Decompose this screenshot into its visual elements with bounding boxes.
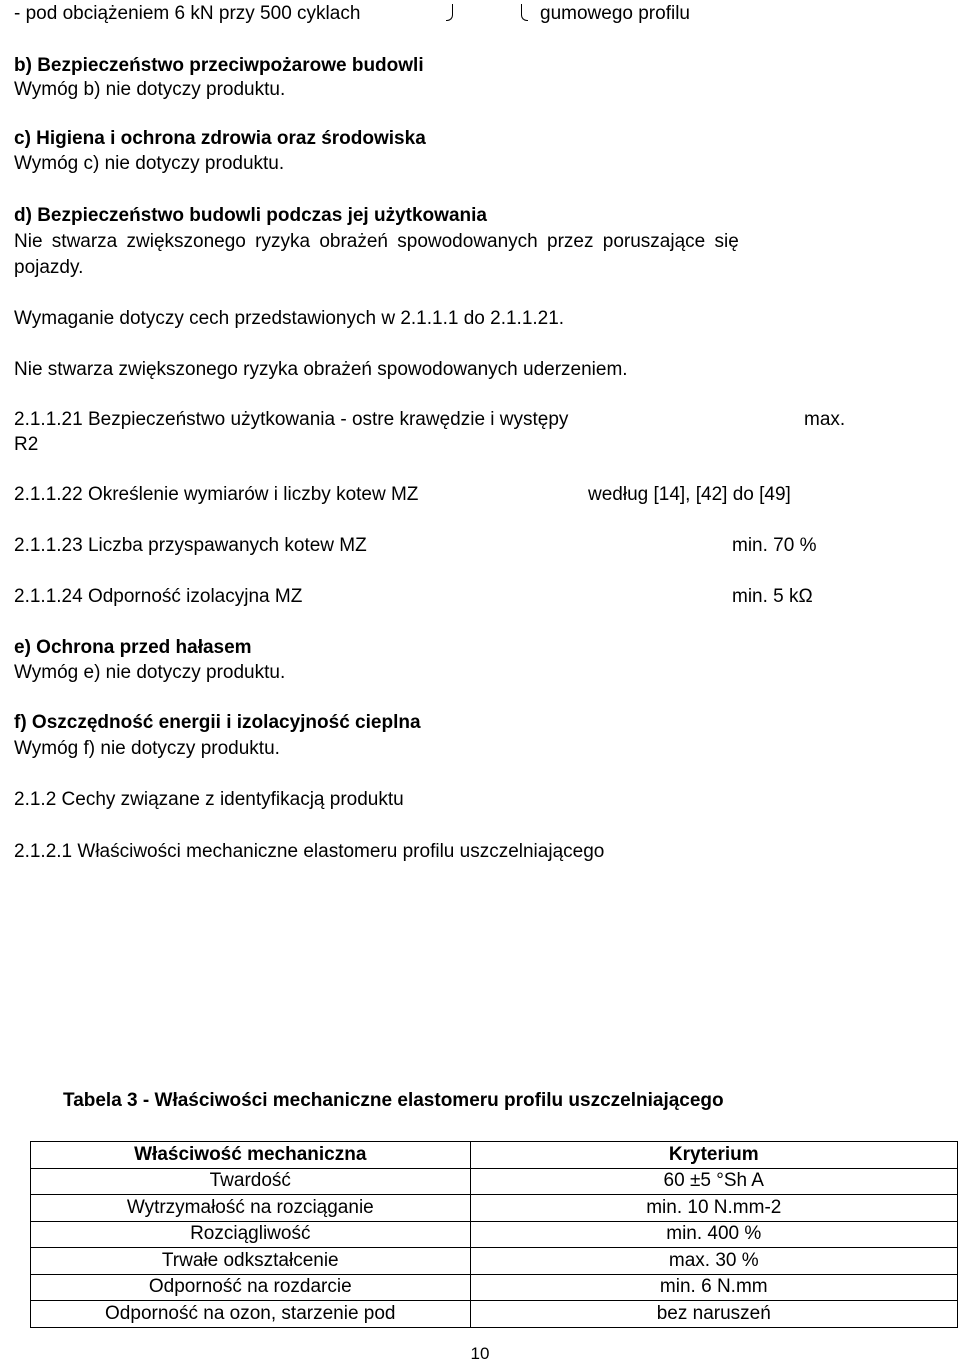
section-d-para3: Nie stwarza zwiększonego ryzyka obrażeń spowodowanych uderzeniem.: [14, 359, 628, 380]
section-f-text: Wymóg f) nie dotyczy produktu.: [14, 738, 280, 759]
item-2-1-1-23-label: 2.1.1.23 Liczba przyspawanych kotew MZ: [14, 535, 367, 556]
table-row: [31, 1168, 958, 1195]
table-cell-criterion: bez naruszeń: [470, 1301, 957, 1328]
section-2-1-2-1-heading: 2.1.2.1 Właściwości mechaniczne elastomeru profilu uszczelniającego: [14, 841, 605, 862]
table-row: [31, 1301, 958, 1328]
table-header-row: [31, 1142, 958, 1169]
section-2-1-2-heading: 2.1.2 Cechy związane z identyfikacją produktu: [14, 789, 404, 810]
section-e-text: Wymóg e) nie dotyczy produktu.: [14, 662, 286, 683]
table-cell-criterion: min. 10 N.mm-2: [470, 1195, 957, 1222]
section-d-heading: d) Bezpieczeństwo budowli podczas jej użytkowania: [14, 205, 487, 226]
item-2-1-1-21-cont: R2: [14, 434, 39, 455]
item-2-1-1-24-label: 2.1.1.24 Odporność izolacyjna MZ: [14, 586, 303, 607]
item-2-1-1-23-value: min. 70 %: [732, 535, 817, 556]
section-c-heading: c) Higiena i ochrona zdrowia oraz środowiska: [14, 128, 426, 149]
table-row: [31, 1221, 958, 1248]
table-row: [31, 1274, 958, 1301]
table-cell-property: Odporność na rozdarcie: [31, 1274, 471, 1301]
section-f-heading: f) Oszczędność energii i izolacyjność cieplna: [14, 712, 421, 733]
section-b-heading: b) Bezpieczeństwo przeciwpożarowe budowli: [14, 55, 424, 76]
section-d-para1-line2: pojazdy.: [14, 257, 84, 278]
section-d-para2: Wymaganie dotyczy cech przedstawionych w 2.1.1.1 do 2.1.1.21.: [14, 308, 565, 329]
table-cell-criterion: min. 400 %: [470, 1221, 957, 1248]
section-b-text: Wymóg b) nie dotyczy produktu.: [14, 79, 286, 100]
table-row: [31, 1195, 958, 1222]
table-cell-property: Twardość: [31, 1168, 471, 1195]
table-cell-criterion: max. 30 %: [470, 1248, 957, 1275]
table-cell-criterion: 60 ±5 °Sh A: [470, 1168, 957, 1195]
table-header-property: Właściwość mechaniczna: [31, 1142, 471, 1169]
item-2-1-1-24-value: min. 5 kΩ: [732, 586, 813, 607]
table-header-criterion: Kryterium: [470, 1142, 957, 1169]
top-line-left: - pod obciążeniem 6 kN przy 500 cyklach: [14, 3, 361, 24]
table-row: [31, 1248, 958, 1275]
item-2-1-1-21-value: max.: [804, 409, 846, 430]
table-caption: Tabela 3 - Właściwości mechaniczne elastomeru profilu uszczelniającego: [63, 1090, 724, 1111]
item-2-1-1-21-label: 2.1.1.21 Bezpieczeństwo użytkowania - ostre krawędzie i występy: [14, 409, 569, 430]
page-number: 10: [470, 1344, 490, 1363]
table-cell-property: Wytrzymałość na rozciąganie: [31, 1195, 471, 1222]
section-e-heading: e) Ochrona przed hałasem: [14, 637, 252, 658]
mechanical-properties-table: [30, 1141, 958, 1328]
brace-right-decoration: [446, 4, 453, 21]
item-2-1-1-22-label: 2.1.1.22 Określenie wymiarów i liczby kotew MZ: [14, 484, 419, 505]
table-cell-criterion: min. 6 N.mm: [470, 1274, 957, 1301]
table-cell-property: Odporność na ozon, starzenie pod: [31, 1301, 471, 1328]
section-c-text: Wymóg c) nie dotyczy produktu.: [14, 153, 285, 174]
table-cell-property: Trwałe odkształcenie: [31, 1248, 471, 1275]
section-d-para1-line1: Nie stwarza zwiększonego ryzyka obrażeń spowodowanych przez poruszające się: [14, 231, 739, 252]
table-cell-property: Rozciągliwość: [31, 1221, 471, 1248]
item-2-1-1-22-value: według [14], [42] do [49]: [588, 484, 791, 505]
brace-left-decoration: [521, 4, 528, 21]
top-line-right: gumowego profilu: [540, 3, 690, 24]
